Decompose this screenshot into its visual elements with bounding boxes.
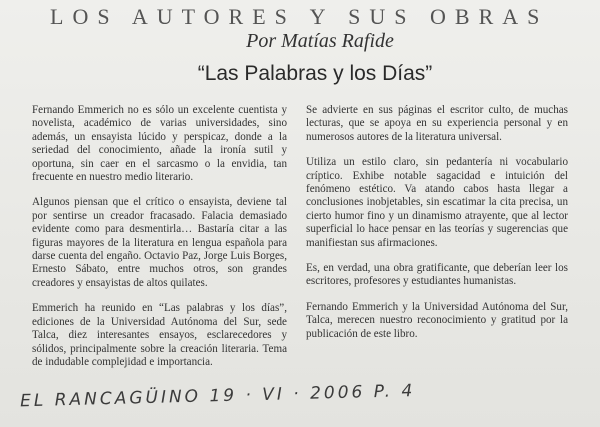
author-byline: Por Matías Rafide — [246, 30, 394, 52]
paragraph: Se advierte en sus páginas el escritor culto, de muchas lecturas, que se apoya en su experiencia personal y en numerosos autores de la literatura universal. — [306, 104, 568, 143]
article-title: “Las Palabras y los Días” — [197, 62, 433, 85]
paragraph: Fernando Emmerich no es sólo un excelente cuentista y novelista, académico de varias universidades, sino además, un ensayista lúcido y perspicaz, donde a la seriedad del conocimiento, añade la ironía sutil y oportuna, sin caer en el sarcasmo o la envidia, tan frecuente en nuestro medio literario. — [32, 104, 287, 184]
section-heading: LOS AUTORES Y SUS OBRAS — [50, 4, 549, 29]
article-column-right — [306, 104, 568, 353]
paragraph: Fernando Emmerich y la Universidad Autónoma del Sur, Talca, merecen nuestro reconocimiento y gratitud por la publicación de este libro. — [306, 300, 568, 340]
paragraph: Utiliza un estilo claro, sin pedantería ni vocabulario críptico. Exhibe notable sagacidad e intuición del fenómeno estético. Va atando cabos hasta llegar a conclusiones inobjetables, sin escatimar la cita precisa, un cierto humor fino y un dinamismo atrayente, que al lector superficial lo hace pensar en las teorías y sugerencias que manifiestan sus afirmaciones. — [306, 156, 568, 249]
paragraph: Emmerich ha reunido en “Las palabras y los días”, ediciones de la Universidad Autónoma del Sur, sede Talca, diez interesantes ensayos, esclarecedores y sólidos, principalmente sobre la creación literaria. Tema de indudable complejidad e importancia. — [32, 302, 287, 368]
paragraph: Es, en verdad, una obra gratificante, que deberían leer los escritores, profesores y estudiantes humanistas. — [306, 262, 568, 288]
article-column-left — [32, 104, 287, 381]
paragraph: Algunos piensan que el crítico o ensayista, deviene tal por sentirse un creador fracasado. Falacia demasiado evidente como para desmentirla… Bastaría citar a las figuras mayores de la literatura en lengua española para darse cuenta del engaño. Octavio Paz, Jorge Luis Borges, Ernesto Sábato, entre muchos otros, son grandes creadores y ensayistas de altos quilates. — [32, 196, 287, 289]
handwritten-source-note: EL RANCAGÜINO 19 · VI · 2006 P. 4 — [19, 380, 416, 412]
